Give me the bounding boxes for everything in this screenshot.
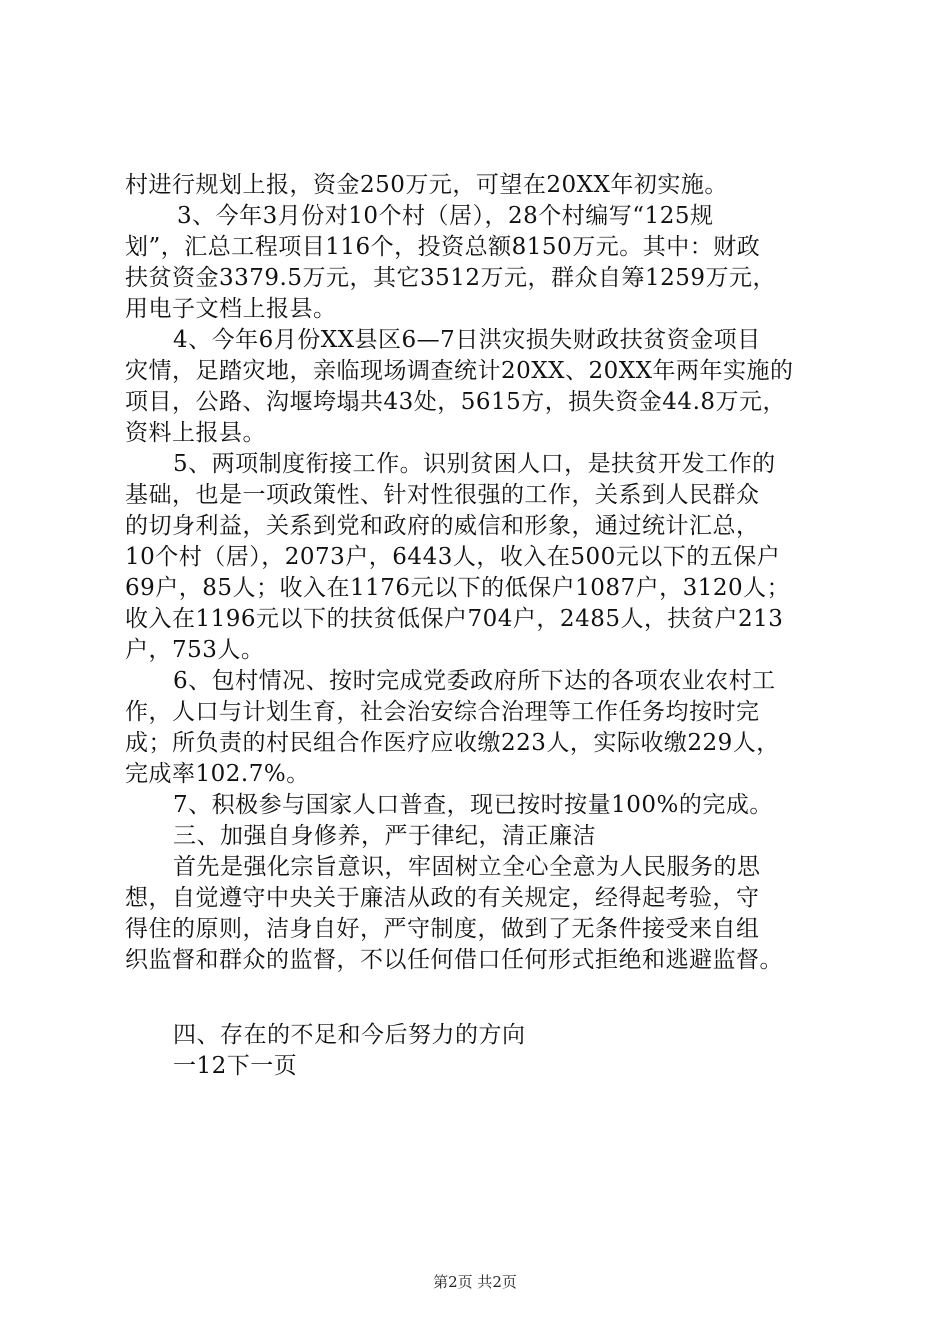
text-line: 成；所负责的村民组合作医疗应收缴223人，实际收缴229人， <box>125 730 780 756</box>
page-number-footer: 第2页 共2页 <box>433 1273 517 1291</box>
text-line: 69户，85人；收入在1176元以下的低保户1087户，3120人； <box>125 575 791 601</box>
text-line: 5、两项制度衔接工作。识别贫困人口，是扶贫开发工作的 <box>173 451 776 477</box>
section-heading: 四、存在的不足和今后努力的方向 <box>173 1022 526 1048</box>
text-line: 户，753人。 <box>125 637 265 663</box>
text-line: 6、包村情况、按时完成党委政府所下达的各项农业农村工 <box>173 668 776 694</box>
text-line: 的切身利益，关系到党和政府的威信和形象，通过统计汇总， <box>125 513 760 539</box>
text-line: 项目，公路、沟堰垮塌共43处，5615方，损失资金44.8万元， <box>125 389 787 415</box>
text-line: 织监督和群众的监督，不以任何借口任何形式拒绝和逃避监督。 <box>125 947 783 973</box>
text-line: 7、积极参与国家人口普查，现已按时按量100%的完成。 <box>173 792 773 818</box>
text-line: 作，人口与计划生育，社会治安综合治理等工作任务均按时完 <box>125 699 760 725</box>
text-line: 首先是强化宗旨意识，牢固树立全心全意为人民服务的思 <box>173 854 761 880</box>
text-line: 想，自觉遵守中央关于廉洁从政的有关规定，经得起考验，守 <box>125 885 760 911</box>
text-line: 收入在1196元以下的扶贫低保户704户，2485人，扶贫户213 <box>125 606 784 632</box>
text-line: 用电子文档上报县。 <box>125 296 337 322</box>
text-line: 完成率102.7%。 <box>125 761 310 787</box>
text-line: 4、今年6月份XX县区6—7日洪灾损失财政扶贫资金项目 <box>173 327 761 353</box>
text-line: 基础，也是一项政策性、针对性很强的工作，关系到人民群众 <box>125 482 760 508</box>
text-line: 灾情，足踏灾地，亲临现场调查统计20XX、20XX年两年实施的 <box>125 358 794 384</box>
text-line: 划”，汇总工程项目116个，投资总额8150万元。其中：财政 <box>125 234 761 260</box>
text-line: 10个村（居），2073户，6443人，收入在500元以下的五保户 <box>125 544 781 570</box>
text-line: 3、今年3月份对10个村（居），28个村编写“125规 <box>177 203 714 229</box>
text-line: 扶贫资金3379.5万元，其它3512万元，群众自筹1259万元， <box>125 265 777 291</box>
text-line: 得住的原则，洁身自好，严守制度，做到了无条件接受来自组 <box>125 916 760 942</box>
text-line: 资料上报县。 <box>125 420 266 446</box>
paragraph-gap <box>125 976 845 1020</box>
section-heading: 三、加强自身修养，严于律纪，清正廉洁 <box>173 823 596 849</box>
text-line: 村进行规划上报，资金250万元，可望在20XX年初实施。 <box>125 172 728 198</box>
next-page-link[interactable]: 一12下一页 <box>173 1053 298 1079</box>
document-body <box>125 170 845 1082</box>
